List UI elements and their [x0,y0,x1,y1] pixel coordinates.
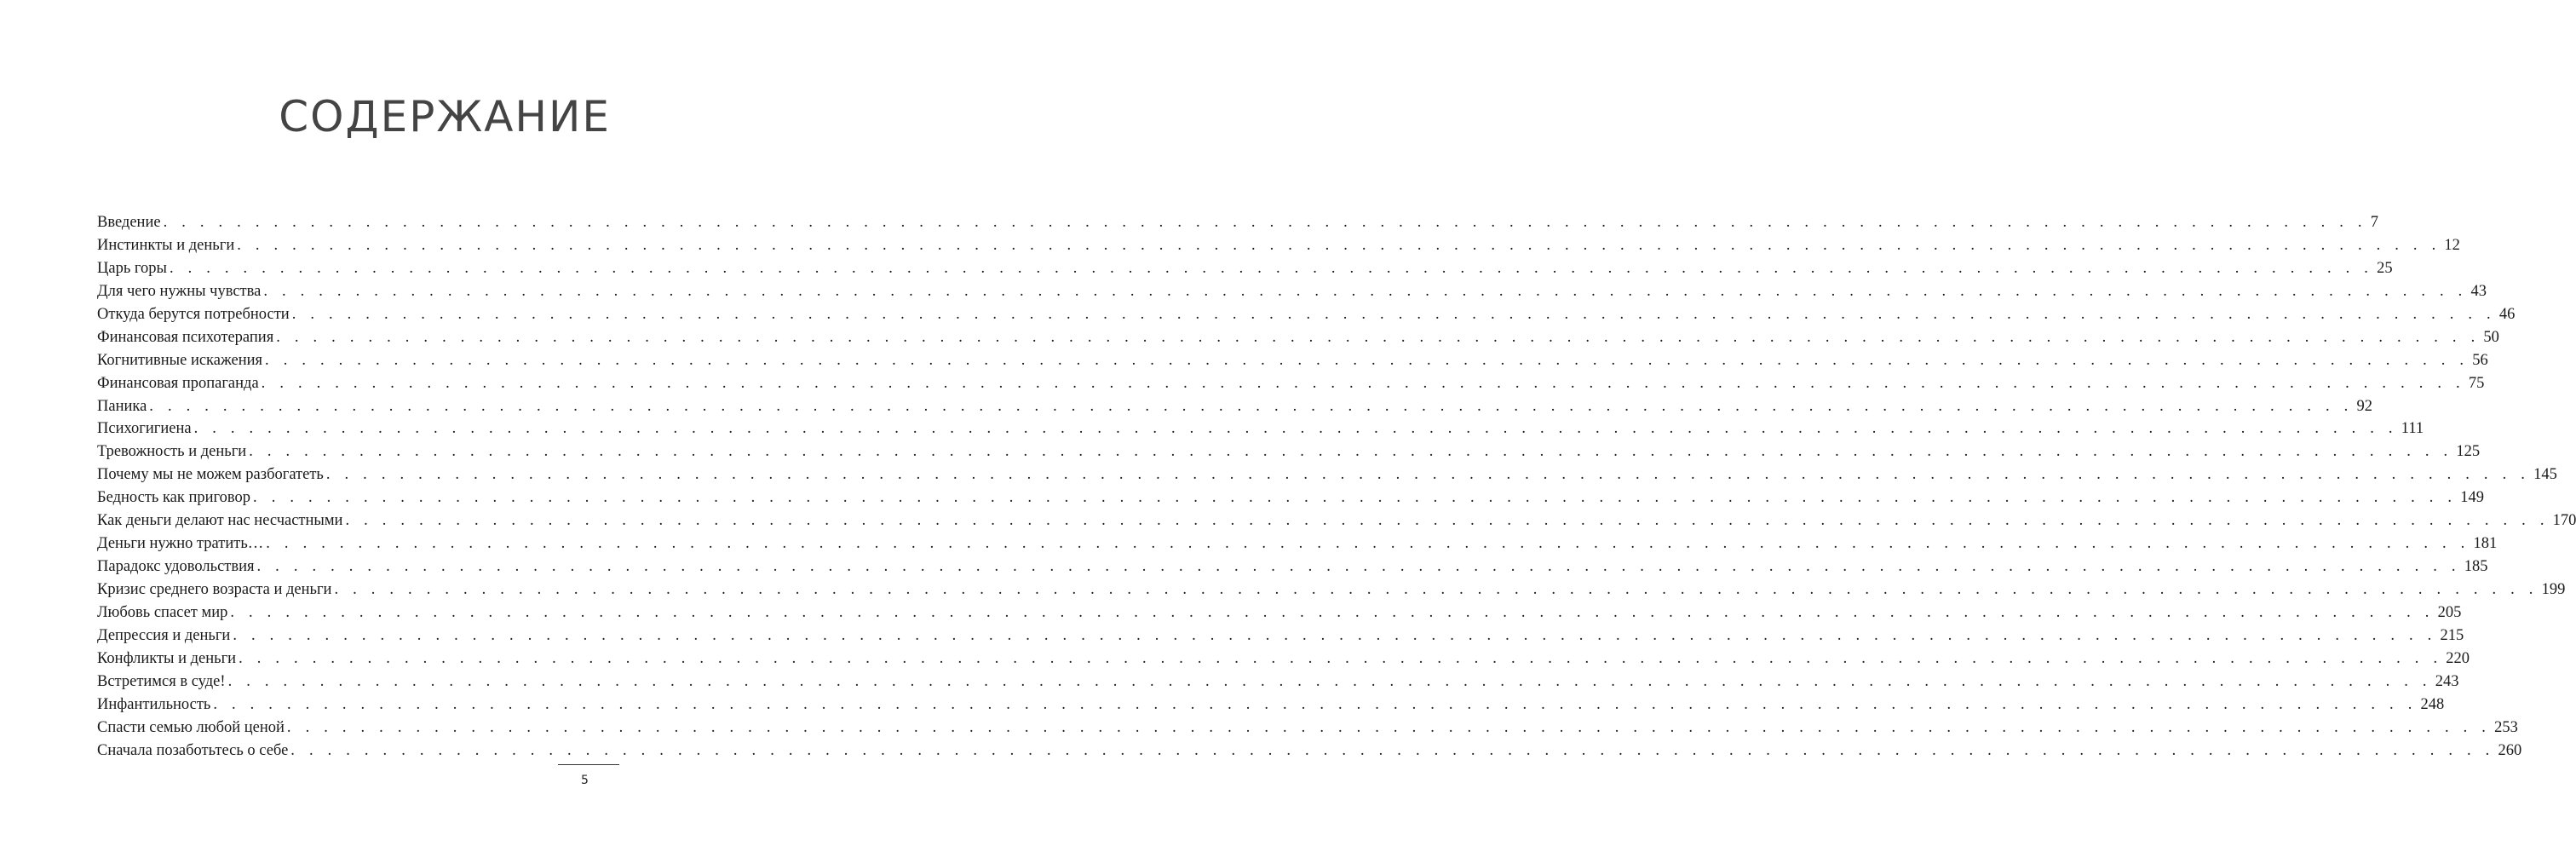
toc-entry-title: Бедность как приговор [97,489,251,507]
toc-entry [97,328,2499,352]
toc-entry-page: 46 [2498,305,2516,323]
toc-entry-page: 260 [2498,741,2522,759]
dot-leader: . . . . . . . . . . . . . . . . . . . . . . . . . . . . . . . . . . . . . . . . . . . . . . . . . . . . . . . . . . . . . . . . . . . . . . . . . . . . . . . . . . . . . . . . . . . . . . . . . . . . . . . . . . . . . . . . . . . . . . . . [286,718,2492,736]
dot-leader: . . . . . . . . . . . . . . . . . . . . . . . . . . . . . . . . . . . . . . . . . . . . . . . . . . . . . . . . . . . . . . . . . . . . . . . . . . . . . . . . . . . . . . . . . . . . . . . . . . . . . . . . . . . . . . . . . . . . . . . . [239,649,2443,667]
toc-entry-title: Конфликты и деньги [97,649,237,667]
toc-entry-page: 12 [2444,236,2460,254]
toc-entry-title: Психогигиена [97,420,192,438]
toc-entry-title: Откуда берутся потребности [97,305,290,323]
table-of-contents [97,214,2576,765]
toc-entry-page: 75 [2468,374,2485,392]
toc-entry-page: 185 [2464,558,2488,576]
toc-entry-page: 181 [2473,535,2498,553]
dot-leader: . . . . . . . . . . . . . . . . . . . . . . . . . . . . . . . . . . . . . . . . . . . . . . . . . . . . . . . . . . . . . . . . . . . . . . . . . . . . . . . . . . . . . . . . . . . . . . . . . . . . . . . . . . . . . . . . . . . . . . . . [149,397,2354,415]
toc-entry-page: 56 [2472,351,2488,369]
dot-leader: . . . . . . . . . . . . . . . . . . . . . . . . . . . . . . . . . . . . . . . . . . . . . . . . . . . . . . . . . . . . . . . . . . . . . . . . . . . . . . . . . . . . . . . . . . . . . . . . . . . . . . . . . . . . . . . . . . . . . . . . [345,512,2550,530]
dot-leader: . . . . . . . . . . . . . . . . . . . . . . . . . . . . . . . . . . . . . . . . . . . . . . . . . . . . . . . . . . . . . . . . . . . . . . . . . . . . . . . . . . . . . . . . . . . . . . . . . . . . . . . . . . . . . . . . . . . . . . . . [249,443,2453,461]
toc-entry-title: Депрессия и деньги [97,626,231,644]
toc-entry [97,397,2372,421]
toc-entry [97,489,2484,512]
toc-entry-title: Паника [97,397,147,415]
toc-entry-title: Как деньги делают нас несчастными [97,512,343,530]
toc-entry-page: 170 [2552,512,2576,530]
dot-leader: . . . . . . . . . . . . . . . . . . . . . . . . . . . . . . . . . . . . . . . . . . . . . . . . . . . . . . . . . . . . . . . . . . . . . . . . . . . . . . . . . . . . . . . . . . . . . . . . . . . . . . . . . . . . . . . . . . . . . . . . [276,328,2481,346]
toc-entry-title: Любовь спасет мир [97,603,228,621]
toc-entry [97,420,2424,443]
toc-entry-title: Встретимся в суде! [97,672,226,690]
toc-entry [97,305,2516,329]
toc-entry [97,626,2464,650]
toc-entry-page: 43 [2470,282,2487,300]
toc-entry [97,649,2470,673]
toc-entry-title: Сначала позаботьтесь о себе [97,741,289,759]
toc-entry [97,214,2379,237]
dot-leader: . . . . . . . . . . . . . . . . . . . . . . . . . . . . . . . . . . . . . . . . . . . . . . . . . . . . . . . . . . . . . . . . . . . . . . . . . . . . . . . . . . . . . . . . . . . . . . . . . . . . . . . . . . . . . . . . . . . . . . . . [253,489,2458,507]
dot-leader: . . . . . . . . . . . . . . . . . . . . . . . . . . . . . . . . . . . . . . . . . . . . . . . . . . . . . . . . . . . . . . . . . . . . . . . . . . . . . . . . . . . . . . . . . . . . . . . . . . . . . . . . . . . . . . . . . . . . . . . . [334,581,2539,598]
page-title: СОДЕРЖАНИЕ [279,92,611,141]
dot-leader: . . . . . . . . . . . . . . . . . . . . . . . . . . . . . . . . . . . . . . . . . . . . . . . . . . . . . . . . . . . . . . . . . . . . . . . . . . . . . . . . . . . . . . . . . . . . . . . . . . . . . . . . . . . . . . . . . . . . . . . . [263,282,2468,300]
toc-entry-page: 50 [2483,328,2499,346]
toc-entry-page: 145 [2533,466,2557,484]
toc-entry [97,374,2485,398]
dot-leader: . . . . . . . . . . . . . . . . . . . . . . . . . . . . . . . . . . . . . . . . . . . . . . . . . . . . . . . . . . . . . . . . . . . . . . . . . . . . . . . . . . . . . . . . . . . . . . . . . . . . . . . . . . . . . . . . . . . . . . . . [169,259,2374,277]
toc-entry-page: 92 [2356,397,2372,415]
dot-leader: . . . . . . . . . . . . . . . . . . . . . . . . . . . . . . . . . . . . . . . . . . . . . . . . . . . . . . . . . . . . . . . . . . . . . . . . . . . . . . . . . . . . . . . . . . . . . . . . . . . . . . . . . . . . . . . . . . . . . . . . [227,672,2432,690]
toc-entry-page: 205 [2437,603,2462,621]
dot-leader: . . . . . . . . . . . . . . . . . . . . . . . . . . . . . . . . . . . . . . . . . . . . . . . . . . . . . . . . . . . . . . . . . . . . . . . . . . . . . . . . . . . . . . . . . . . . . . . . . . . . . . . . . . . . . . . . . . . . . . . . [290,741,2495,759]
dot-leader: . . . . . . . . . . . . . . . . . . . . . . . . . . . . . . . . . . . . . . . . . . . . . . . . . . . . . . . . . . . . . . . . . . . . . . . . . . . . . . . . . . . . . . . . . . . . . . . . . . . . . . . . . . . . . . . . . . . . . . . . [256,558,2461,576]
toc-entry [97,695,2445,719]
toc-entry [97,443,2481,466]
toc-entry [97,512,2576,535]
dot-leader: . . . . . . . . . . . . . . . . . . . . . . . . . . . . . . . . . . . . . . . . . . . . . . . . . . . . . . . . . . . . . . . . . . . . . . . . . . . . . . . . . . . . . . . . . . . . . . . . . . . . . . . . . . . . . . . . . . . . . . . . [325,466,2531,484]
toc-entry-title: Финансовая психотерапия [97,328,274,346]
toc-entry [97,535,2498,558]
toc-entry-page: 111 [2401,420,2424,438]
toc-entry-title: Кризис среднего возраста и деньги [97,581,332,598]
dot-leader: . . . . . . . . . . . . . . . . . . . . . . . . . . . . . . . . . . . . . . . . . . . . . . . . . . . . . . . . . . . . . . . . . . . . . . . . . . . . . . . . . . . . . . . . . . . . . . . . . . . . . . . . . . . . . . . . . . . . . . . . [266,535,2470,553]
toc-entry [97,466,2557,489]
toc-entry-title: Инстинкты и деньги [97,236,235,254]
dot-leader: . . . . . . . . . . . . . . . . . . . . . . . . . . . . . . . . . . . . . . . . . . . . . . . . . . . . . . . . . . . . . . . . . . . . . . . . . . . . . . . . . . . . . . . . . . . . . . . . . . . . . . . . . . . . . . . . . . . . . . . . [237,236,2441,254]
toc-entry-page: 253 [2494,718,2518,736]
toc-entry-title: Тревожность и деньги [97,443,247,461]
toc-entry [97,741,2522,765]
toc-entry-title: Финансовая пропаганда [97,374,259,392]
toc-entry [97,351,2488,375]
toc-entry-page: 7 [2370,214,2379,231]
toc-entry [97,581,2566,604]
toc-entry-page: 125 [2456,443,2481,461]
dot-leader: . . . . . . . . . . . . . . . . . . . . . . . . . . . . . . . . . . . . . . . . . . . . . . . . . . . . . . . . . . . . . . . . . . . . . . . . . . . . . . . . . . . . . . . . . . . . . . . . . . . . . . . . . . . . . . . . . . . . . . . . [291,305,2496,323]
toc-entry-title: Деньги нужно тратить… [97,535,264,553]
toc-entry [97,672,2459,696]
toc-entry [97,236,2460,260]
page-number: 5 [581,774,589,787]
toc-entry-title: Инфантильность [97,695,211,713]
dot-leader: . . . . . . . . . . . . . . . . . . . . . . . . . . . . . . . . . . . . . . . . . . . . . . . . . . . . . . . . . . . . . . . . . . . . . . . . . . . . . . . . . . . . . . . . . . . . . . . . . . . . . . . . . . . . . . . . . . . . . . . . [265,351,2470,369]
toc-entry-title: Спасти семью любой ценой [97,718,285,736]
toc-entry [97,558,2488,581]
toc-entry-title: Введение [97,214,161,231]
toc-entry-title: Парадокс удовольствия [97,558,255,576]
dot-leader: . . . . . . . . . . . . . . . . . . . . . . . . . . . . . . . . . . . . . . . . . . . . . . . . . . . . . . . . . . . . . . . . . . . . . . . . . . . . . . . . . . . . . . . . . . . . . . . . . . . . . . . . . . . . . . . . . . . . . . . . [230,603,2435,621]
footer-rule [558,764,619,765]
toc-entry-page: 215 [2440,626,2464,644]
toc-entry [97,603,2462,627]
toc-entry-page: 248 [2420,695,2445,713]
toc-entry-title: Когнитивные искажения [97,351,263,369]
dot-leader: . . . . . . . . . . . . . . . . . . . . . . . . . . . . . . . . . . . . . . . . . . . . . . . . . . . . . . . . . . . . . . . . . . . . . . . . . . . . . . . . . . . . . . . . . . . . . . . . . . . . . . . . . . . . . . . . . . . . . . . . [213,695,2418,713]
toc-entry-title: Почему мы не можем разбогатеть [97,466,324,484]
dot-leader: . . . . . . . . . . . . . . . . . . . . . . . . . . . . . . . . . . . . . . . . . . . . . . . . . . . . . . . . . . . . . . . . . . . . . . . . . . . . . . . . . . . . . . . . . . . . . . . . . . . . . . . . . . . . . . . . . . . . . . . . [193,420,2398,438]
toc-entry-page: 243 [2435,672,2459,690]
toc-entry-page: 199 [2541,581,2566,598]
dot-leader: . . . . . . . . . . . . . . . . . . . . . . . . . . . . . . . . . . . . . . . . . . . . . . . . . . . . . . . . . . . . . . . . . . . . . . . . . . . . . . . . . . . . . . . . . . . . . . . . . . . . . . . . . . . . . . . . . . . . . . . . [163,214,2367,231]
toc-entry-page: 25 [2377,259,2393,277]
toc-entry-page: 149 [2460,489,2484,507]
dot-leader: . . . . . . . . . . . . . . . . . . . . . . . . . . . . . . . . . . . . . . . . . . . . . . . . . . . . . . . . . . . . . . . . . . . . . . . . . . . . . . . . . . . . . . . . . . . . . . . . . . . . . . . . . . . . . . . . . . . . . . . . [261,374,2465,392]
toc-entry [97,259,2393,283]
toc-entry [97,718,2518,742]
dot-leader: . . . . . . . . . . . . . . . . . . . . . . . . . . . . . . . . . . . . . . . . . . . . . . . . . . . . . . . . . . . . . . . . . . . . . . . . . . . . . . . . . . . . . . . . . . . . . . . . . . . . . . . . . . . . . . . . . . . . . . . . [233,626,2437,644]
toc-entry-title: Царь горы [97,259,167,277]
toc-entry-title: Для чего нужны чувства [97,282,262,300]
toc-entry-page: 220 [2446,649,2470,667]
toc-entry [97,282,2487,306]
